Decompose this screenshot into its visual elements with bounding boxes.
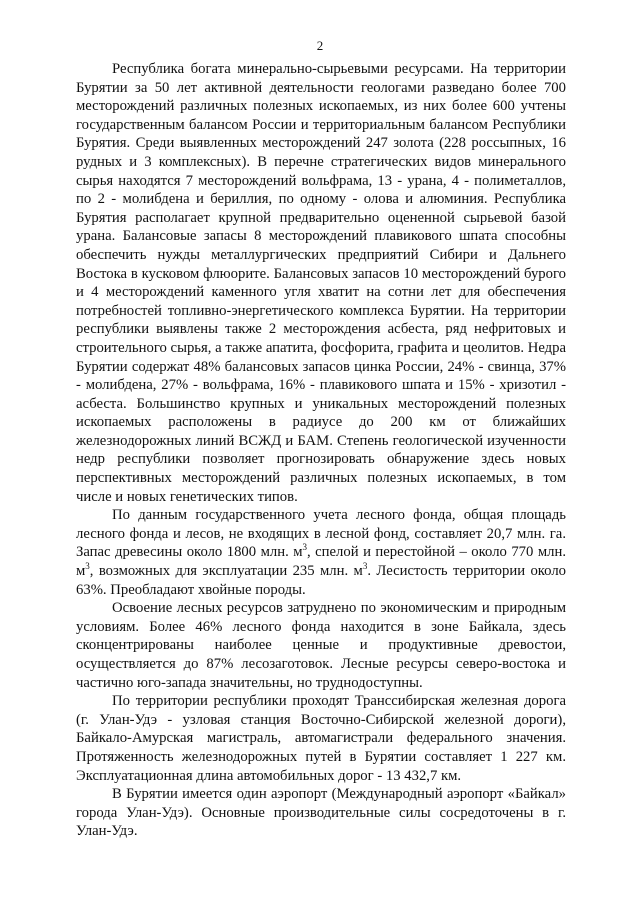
paragraph-transport: По территории республики проходят Транссибирская железная дорога (г. Улан-Удэ - узловая станция Восточно-Сибирской железной дороги), Байкало-Амурская магистраль, автомагистрали федерального значения. Протяженность железнодорожных путей в Бурятии составляет 1 227 км. Эксплуатационная длина автомобильных дорог - 13 432,7 км. — [76, 693, 566, 784]
paragraph-forest-development: Освоение лесных ресурсов затруднено по экономическим и природным условиям. Более 46% лесного фонда находится в зоне Байкала, здесь сконцентрированы наиболее ценные и продуктивные древостои, осуществляется до 87% лесозаготовок. Лесные ресурсы северо-востока и частично юго-запада значительны, но труднодоступны. — [76, 600, 566, 691]
superscript-3: 3 — [302, 542, 308, 553]
page-number: 2 — [316, 38, 324, 53]
paragraph-forest-fund — [76, 506, 566, 599]
superscript-3: 3 — [85, 561, 90, 572]
superscript-3: 3 — [362, 561, 368, 572]
forest-text-part1: По данным государственного учета лесного фонда, общая площадь лесного фонда и лесов, не входящих в лесной фонд, составляет 20,7 млн. га. Запас древесины около 1800 млн. м — [76, 507, 566, 561]
forest-text-part3: , возможных для эксплуатации 235 млн. м — [89, 563, 363, 580]
forest-text-part4: . Лесистость территории около 63%. Преобладают хвойные породы. — [76, 563, 567, 598]
paragraph-airport: В Бурятии имеется один аэропорт (Международный аэропорт «Байкал» города Улан-Удэ). Основные производительные силы сосредоточены в г. Улан-Удэ. — [76, 786, 566, 840]
document-body — [76, 60, 566, 841]
paragraph-mineral-resources: Республика богата минерально-сырьевыми ресурсами. На территории Бурятии за 50 лет активной деятельности геологами разведано более 700 месторождений различных полезных ископаемых, из них более 600 учтены государственным балансом России и территориальным балансом Республики Бурятия. Среди выявленных месторождений 247 золота (228 россыпных, 16 рудных и 3 комплексных). В перечне стратегических видов минерального сырья находятся 7 месторождений вольфрама, 13 - урана, 4 - полиметаллов, по 2 - молибдена и бериллия, по одному - олова и алюминия. Республика Бурятия располагает крупной предварительно оцененной сырьевой базой урана. Балансовые запасы 8 месторождений плавикового шпата способны обеспечить нужды металлургических предприятий Сибири и Дальнего Востока в кусковом флюорите. Балансовых запасов 10 месторождений бурого и 4 месторождений каменного угля хватит на сотни лет для обеспечения потребностей топливно-энергетического комплекса Бурятии. На территории республики выявлены также 2 месторождения асбеста, ряд нефритовых и строительного сырья, а также апатита, фосфорита, графита и цеолитов. Недра Бурятии содержат 48% балансовых запасов цинка России, 24% - свинца, 37% - молибдена, 27% - вольфрама, 16% - плавикового шпата и 15% - хризотил - асбеста. Большинство крупных и уникальных месторождений полезных ископаемых расположены в радиусе до 200 км от ближайших железнодорожных линий ВСЖД и БАМ. Степень геологической изученности недр республики позволяет прогнозировать обнаружение здесь новых перспективных месторождений различных полезных ископаемых, в том числе и новых генетических типов. — [76, 61, 566, 505]
forest-text-part2: , спелой и перестойной – около 770 млн. м — [76, 544, 567, 580]
